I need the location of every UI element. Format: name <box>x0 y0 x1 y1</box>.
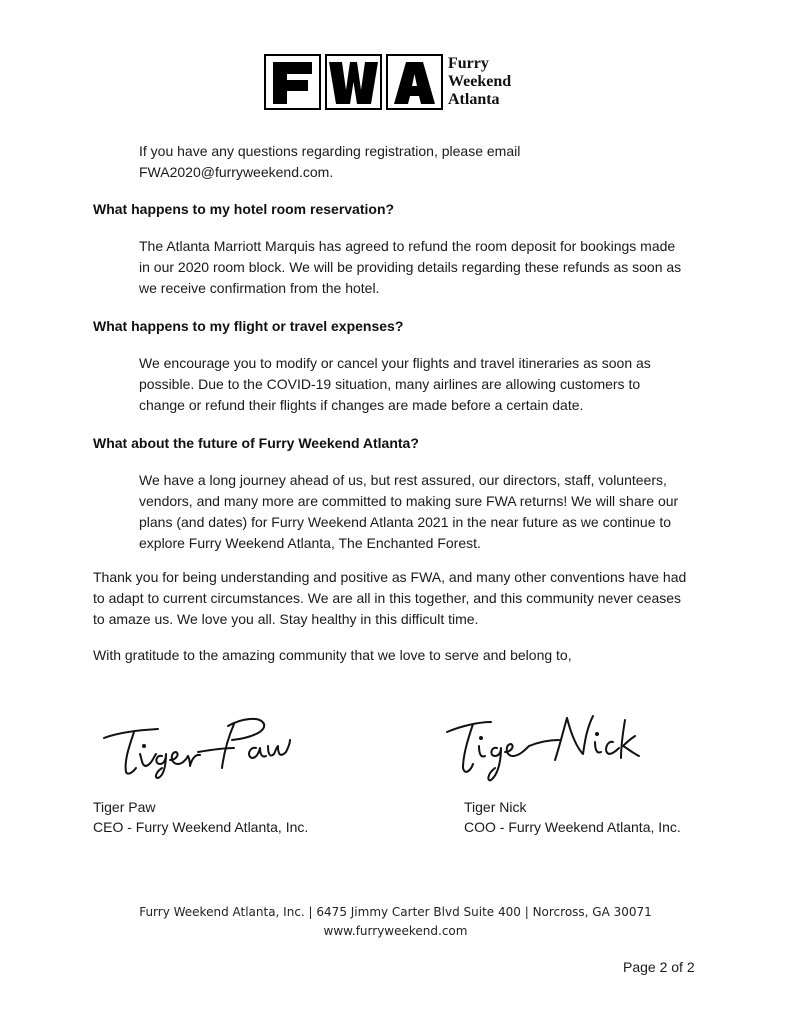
flight-paragraph: We encourage you to modify or cancel your flights and travel itineraries as soon as possible. Due to the COVID-19 situation, many airlines are allowing customers to change or refund their flights if changes are made before a certain date. <box>139 355 651 413</box>
logo-wordmark <box>448 55 511 109</box>
signatory-title: COO - Furry Weekend Atlanta, Inc. <box>464 819 681 835</box>
thanks-paragraph: Thank you for being understanding and positive as FWA, and many other conventions have had to adapt to current circumstances. We are all in this together, and this community never ceases to amaze us. We love you all. Stay healthy in this difficult time. <box>93 569 687 627</box>
registration-paragraph: If you have any questions regarding registration, please email FWA2020@furryweekend.com. <box>139 143 521 180</box>
letterhead-footer <box>0 903 791 941</box>
signatory-coo <box>464 797 681 837</box>
footer-address: Furry Weekend Atlanta, Inc. | 6475 Jimmy Carter Blvd Suite 400 | Norcross, GA 30071 <box>139 905 652 919</box>
signatory-title: CEO - Furry Weekend Atlanta, Inc. <box>93 819 309 835</box>
signatory-name: Tiger Paw <box>93 799 156 815</box>
signatory-name: Tiger Nick <box>464 799 527 815</box>
closing-line: With gratitude to the amazing community that we love to serve and belong to, <box>93 647 572 663</box>
signature-tiger-nick <box>443 710 643 784</box>
logo-text-line: Weekend <box>448 73 512 90</box>
page-number: Page 2 of 2 <box>623 959 695 975</box>
footer-website: www.furryweekend.com <box>323 924 468 938</box>
flight-heading: What happens to my flight or travel expenses? <box>93 318 404 334</box>
signature-tiger-paw <box>100 708 300 780</box>
logo-text-line: Furry <box>448 55 489 72</box>
future-heading: What about the future of Furry Weekend Atlanta? <box>93 435 419 451</box>
hotel-heading: What happens to my hotel room reservation? <box>93 201 395 217</box>
signatory-ceo <box>93 797 308 837</box>
future-paragraph: We have a long journey ahead of us, but rest assured, our directors, staff, volunteers, vendors, and many more are committed to making sure FWA returns! We will share our plans (and dates) for Furry Weekend Atlanta 2021 in the near future as we continue to explore Furry Weekend Atlanta, The Enchanted Forest. <box>139 472 679 551</box>
logo-text-line: Atlanta <box>448 91 500 108</box>
fwa-logo-mark <box>264 54 443 110</box>
hotel-paragraph: The Atlanta Marriott Marquis has agreed to refund the room deposit for bookings made in our 2020 room block. We will be providing details regarding these refunds as soon as we receive confirmation from the hotel. <box>139 238 682 296</box>
